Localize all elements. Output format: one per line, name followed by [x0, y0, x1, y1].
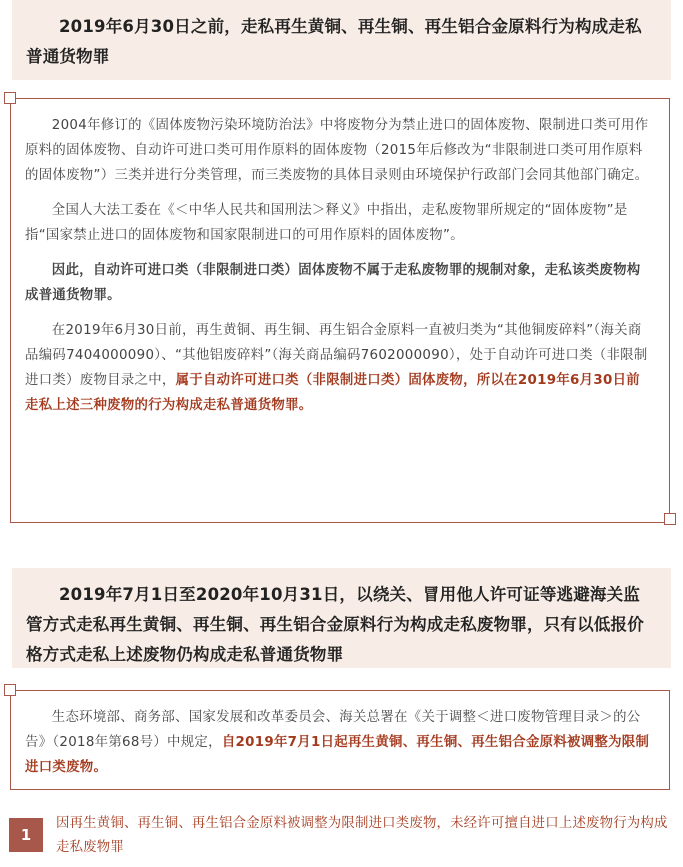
- section1-paragraph-1: 2004年修订的《固体废物污染环境防治法》中将废物分为禁止进口的固体废物、限制进口类可用作原料的固体废物、自动许可进口类可用作原料的固体废物（2015年后修改为“非限制进口类可用作原料的固体废物”）三类并进行分类管理，而三类废物的具体目录则由环境保护行政部门会同其他部门确定。: [25, 118, 649, 183]
- section1-corner-bottom-right: [664, 513, 676, 525]
- point-1-text: 因再生黄铜、再生铜、再生铝合金原料被调整为限制进口类废物，未经许可擅自进口上述废物行为构成走私废物罪: [56, 816, 668, 855]
- section1-title: 2019年6月30日之前，走私再生黄铜、再生铜、再生铝合金原料行为构成走私普通货物罪: [26, 17, 642, 66]
- section1-paragraph-4-normal: 在2019年6月30日前，再生黄铜、再生铜、再生铝合金原料一直被归类为“其他铜废碎料”（海关商品编码7404000090）、“其他铝废碎料”（海关商品编码7602000090），处于自动许可进口类（非限制进口类）废物目录之中，: [25, 323, 648, 388]
- section2-paragraph-1: [25, 705, 651, 780]
- section2-paragraph-1-normal: 生态环境部、商务部、国家发展和改革委员会、海关总署在《关于调整＜进口废物管理目录＞的公告》（2018年第68号）中规定，: [25, 710, 641, 750]
- section1-paragraph-4: [25, 318, 651, 418]
- section1-box: [10, 98, 670, 523]
- section1-corner-top-left: [4, 92, 16, 104]
- point-number-badge: 1: [9, 818, 43, 852]
- section1-paragraph-3: 因此，自动许可进口类（非限制进口类）固体废物不属于走私废物罪的规制对象，走私该类废物构成普通货物罪。: [25, 263, 641, 303]
- section2-banner: [12, 568, 671, 668]
- section2-corner-top-left: [4, 684, 16, 696]
- section2-paragraph-1-highlight: 自2019年7月1日起再生黄铜、再生铜、再生铝合金原料被调整为限制进口类废物。: [25, 735, 650, 775]
- section1-banner: [12, 0, 671, 80]
- section1-paragraph-4-highlight: 属于自动许可进口类（非限制进口类）固体废物，所以在2019年6月30日前走私上述三种废物的行为构成走私普通货物罪。: [25, 373, 640, 413]
- section2-title: 2019年7月1日至2020年10月31日，以绕关、冒用他人许可证等逃避海关监管方式走私再生黄铜、再生铜、再生铝合金原料行为构成走私废物罪，只有以低报价格方式走私上述废物仍构成走私普通货物罪: [26, 585, 644, 664]
- section1-paragraph-2: 全国人大法工委在《＜中华人民共和国刑法＞释义》中指出，走私废物罪所规定的“固体废物”是指“国家禁止进口的固体废物和国家限制进口的可用作原料的固体废物”。: [25, 203, 628, 243]
- section2-box: [10, 690, 670, 790]
